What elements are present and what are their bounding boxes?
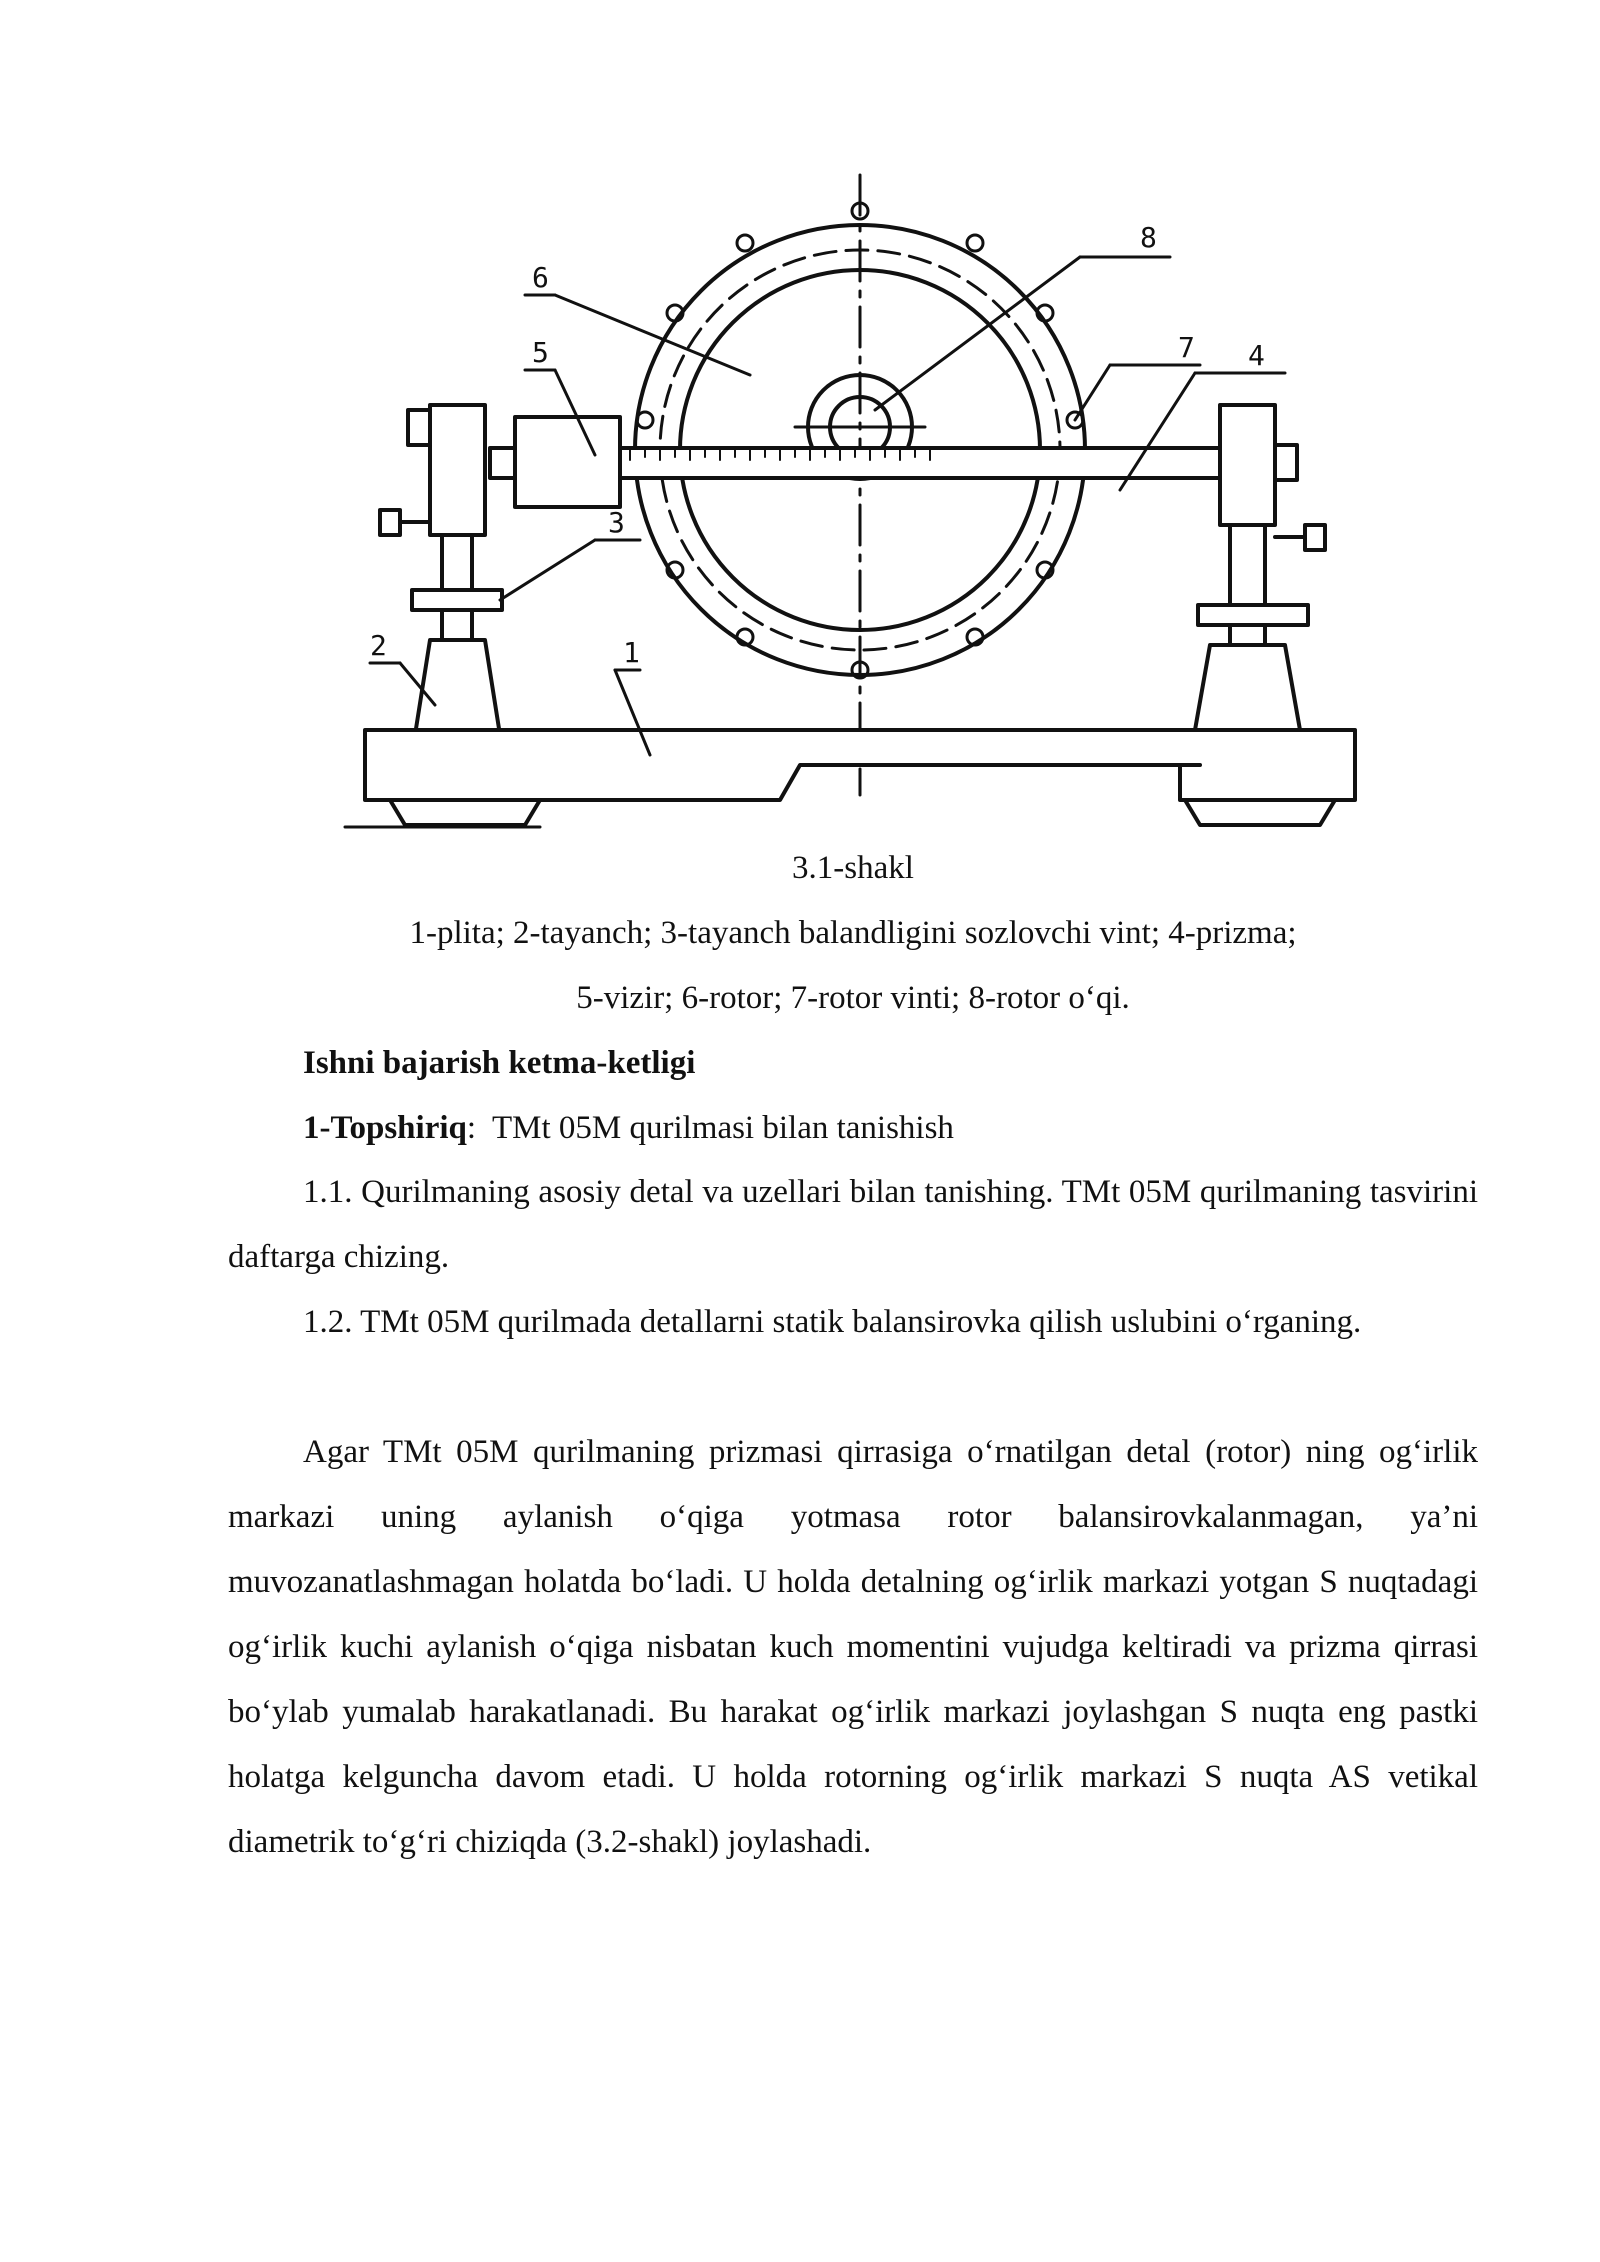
paragraph-1-1: 1.1. Qurilmaning asosiy detal va uzellari bilan tanishing. TMt 05M qurilmaning tasvirini daftarga chizing.	[228, 1174, 1478, 1275]
balancing-device-drawing	[340, 165, 1370, 845]
label-7: 7	[1178, 331, 1195, 364]
task-line	[303, 1108, 954, 1148]
task-label: 1-Topshiriq	[303, 1110, 467, 1146]
paragraph-1-2: 1.2. TMt 05M qurilmada detallarni statik balansirovka qilish uslubini o‘rganing.	[303, 1304, 1362, 1340]
vizir-block	[515, 417, 620, 507]
label-3: 3	[608, 506, 625, 539]
figure-caption-line-1: 1-plita; 2-tayanch; 3-tayanch balandligini sozlovchi vint; 4-prizma;	[409, 915, 1297, 951]
figure-caption-line-2: 5-vizir; 6-rotor; 7-rotor vinti; 8-rotor o‘qi.	[576, 980, 1130, 1016]
figure-title: 3.1-shakl	[792, 850, 914, 886]
task-separator: :	[466, 1110, 477, 1146]
label-5: 5	[532, 336, 549, 369]
section-heading: Ishni bajarish ketma-ketligi	[303, 1045, 696, 1081]
label-8: 8	[1140, 221, 1157, 254]
paragraph-body: Agar TMt 05M qurilmaning prizmasi qirrasiga o‘rnatilgan detal (rotor) ning og‘irlik markazi uning aylanish o‘qiga yotmasa rotor balansirovkalanmagan, ya’ni muvozanatlashmagan holatda bo‘ladi. U holda detalning og‘irlik markazi yotgan S nuqtadagi og‘irlik kuchi aylanish o‘qiga nisbatan kuch momentini vujudga keltiradi va prizma qirrasi bo‘ylab yumalab harakatlanadi. Bu harakat og‘irlik markazi joylashgan S nuqta eng pastki holatga kelguncha davom etadi. U holda rotorning og‘irlik markazi S nuqta AS vetikal diametrik to‘g‘ri chiziqda (3.2-shakl) joylashadi.	[228, 1434, 1478, 1860]
label-1: 1	[623, 636, 640, 669]
task-text: TMt 05M qurilmasi bilan tanishish	[491, 1110, 954, 1146]
label-2: 2	[370, 629, 387, 662]
label-6: 6	[532, 261, 549, 294]
label-4: 4	[1248, 339, 1265, 372]
